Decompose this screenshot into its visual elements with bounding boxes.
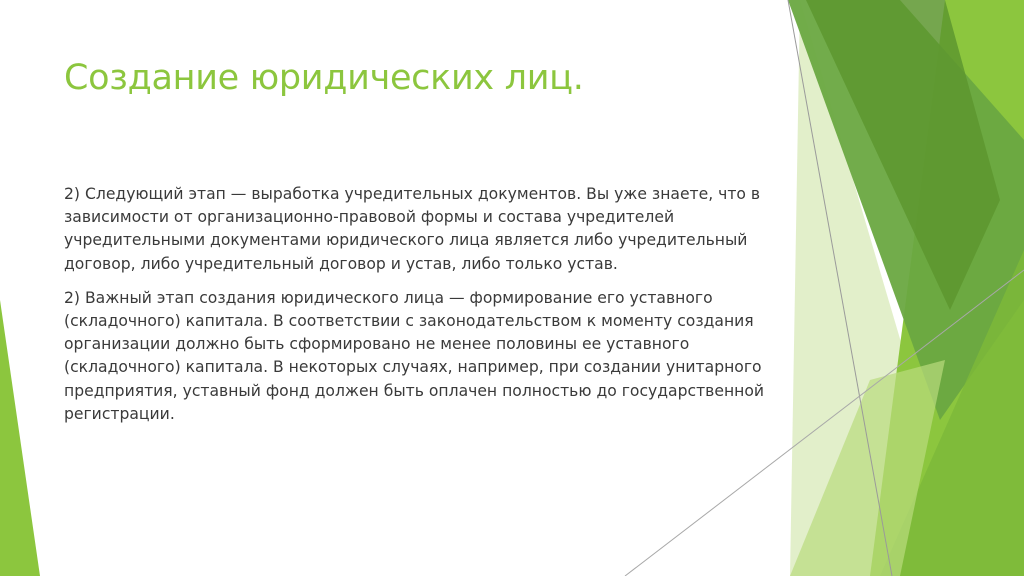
- deco-left-sliver: [0, 300, 40, 576]
- slide-title: Создание юридических лиц.: [64, 58, 584, 98]
- paragraph-2: 2) Важный этап создания юридического лица — формирование его уставного (складочного) капитала. В соответствии с законодательством к моменту создания организации должно быть сформировано не менее половины ее уставного (складочного) капитала. В некоторых случаях, например, при создании унитарного предприятия, уставный фонд должен быть оплачен полностью до государственной регистрации.: [64, 288, 765, 423]
- paragraph-1: 2) Следующий этап — выработка учредительных документов. Вы уже знаете, что в зависимости от организационно-правовой формы и состава учредителей учредительными документами юридического лица является либо учредительный договор, либо учредительный договор и устав, либо только устав.: [64, 185, 761, 273]
- slide-body: [64, 183, 776, 437]
